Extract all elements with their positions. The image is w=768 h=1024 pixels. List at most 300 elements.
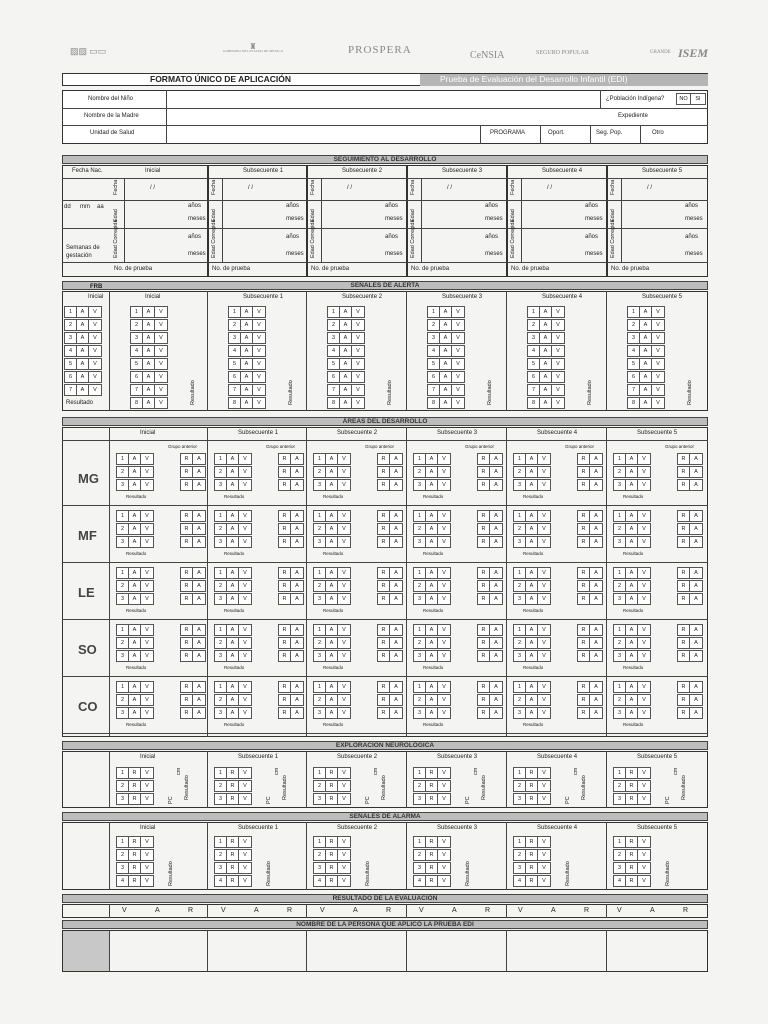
cell[interactable]: A	[143, 320, 155, 330]
cell[interactable]: 2	[229, 320, 241, 330]
cell[interactable]: R	[526, 794, 538, 804]
cell[interactable]: A	[340, 359, 352, 369]
area-row[interactable]	[413, 650, 451, 662]
cell[interactable]: V	[542, 839, 546, 845]
cell[interactable]: 2	[215, 781, 227, 791]
cell[interactable]: A	[626, 695, 638, 705]
cell[interactable]: V	[342, 513, 346, 519]
cell[interactable]: V	[542, 570, 546, 576]
cell[interactable]: V	[642, 878, 646, 884]
cell[interactable]: V	[145, 482, 149, 488]
cell[interactable]: A	[129, 695, 141, 705]
cell[interactable]: V	[456, 374, 460, 380]
alert-row[interactable]	[228, 319, 266, 331]
area-grupo-row[interactable]	[278, 510, 304, 522]
cell[interactable]: A	[640, 320, 652, 330]
cell[interactable]: 2	[614, 638, 626, 648]
cell[interactable]: R	[578, 682, 590, 692]
cell[interactable]: R	[526, 850, 538, 860]
cell[interactable]: A	[394, 539, 398, 545]
cell[interactable]: 1	[514, 568, 526, 578]
cell[interactable]: A	[340, 372, 352, 382]
cell[interactable]: R	[526, 837, 538, 847]
cell[interactable]: 1	[614, 768, 626, 778]
cell[interactable]: V	[342, 469, 346, 475]
cell[interactable]: 3	[215, 863, 227, 873]
area-grupo-row[interactable]	[180, 580, 206, 592]
cell[interactable]: R	[378, 511, 390, 521]
cell[interactable]: 7	[65, 385, 77, 395]
cell[interactable]: V	[642, 770, 646, 776]
cell[interactable]: V	[542, 878, 546, 884]
cell[interactable]: A	[326, 651, 338, 661]
cell[interactable]: A	[694, 583, 698, 589]
cell[interactable]: V	[642, 783, 646, 789]
cell[interactable]: 1	[514, 511, 526, 521]
cell[interactable]: 3	[428, 333, 440, 343]
cell[interactable]: A	[241, 320, 253, 330]
cell[interactable]: 3	[614, 594, 626, 604]
area-row[interactable]	[413, 567, 451, 579]
area-row[interactable]	[513, 536, 551, 548]
cell[interactable]: V	[342, 596, 346, 602]
cell[interactable]: V	[145, 770, 149, 776]
cell[interactable]: A	[326, 454, 338, 464]
cell[interactable]: V	[159, 400, 163, 406]
cell[interactable]: 2	[514, 638, 526, 648]
cell[interactable]: V	[145, 865, 149, 871]
cell[interactable]: A	[227, 537, 239, 547]
cell[interactable]: V	[356, 322, 360, 328]
area-row[interactable]	[214, 453, 252, 465]
area-row[interactable]	[313, 707, 351, 719]
area-row[interactable]	[116, 694, 154, 706]
cell[interactable]: A	[227, 638, 239, 648]
cell[interactable]: 3	[215, 708, 227, 718]
cell[interactable]: A	[129, 568, 141, 578]
cell[interactable]: 3	[215, 594, 227, 604]
cell[interactable]: A	[77, 307, 89, 317]
cell[interactable]: V	[342, 653, 346, 659]
cell[interactable]: R	[279, 708, 291, 718]
alert-row[interactable]	[627, 371, 665, 383]
cell[interactable]: R	[526, 876, 538, 886]
cell[interactable]: 3	[215, 794, 227, 804]
cell[interactable]: 1	[614, 682, 626, 692]
cell[interactable]: 3	[514, 794, 526, 804]
cell[interactable]: 2	[628, 320, 640, 330]
area-grupo-row[interactable]	[278, 580, 304, 592]
cell[interactable]: V	[556, 374, 560, 380]
cell[interactable]: 3	[314, 480, 326, 490]
alert-row[interactable]	[327, 384, 365, 396]
area-row[interactable]	[313, 510, 351, 522]
cell[interactable]: A	[394, 627, 398, 633]
cell[interactable]: 7	[428, 385, 440, 395]
cell[interactable]: R	[181, 708, 193, 718]
cell[interactable]: 3	[215, 537, 227, 547]
cell[interactable]: A	[394, 456, 398, 462]
cell[interactable]: A	[295, 570, 299, 576]
result-option[interactable]: A	[254, 907, 259, 914]
cell[interactable]: A	[594, 570, 598, 576]
cell[interactable]: R	[678, 625, 690, 635]
cell[interactable]: A	[494, 684, 498, 690]
cell[interactable]: A	[326, 537, 338, 547]
cell[interactable]: 8	[628, 398, 640, 408]
cell[interactable]: A	[241, 385, 253, 395]
area-grupo-row[interactable]	[377, 694, 403, 706]
frb-row[interactable]	[64, 319, 102, 331]
alert-row[interactable]	[427, 345, 465, 357]
area-row[interactable]	[116, 479, 154, 491]
cell[interactable]: R	[478, 511, 490, 521]
area-grupo-row[interactable]	[278, 650, 304, 662]
cell[interactable]: 6	[229, 372, 241, 382]
result-option[interactable]: V	[518, 907, 523, 914]
alert-row[interactable]	[527, 358, 565, 370]
cell[interactable]: 3	[614, 480, 626, 490]
cell[interactable]: V	[642, 627, 646, 633]
cell[interactable]: V	[342, 640, 346, 646]
cell[interactable]: A	[494, 697, 498, 703]
cell[interactable]: V	[342, 783, 346, 789]
cell[interactable]: A	[197, 539, 201, 545]
cell[interactable]: 2	[414, 524, 426, 534]
cell[interactable]: A	[494, 596, 498, 602]
cell[interactable]: R	[578, 638, 590, 648]
area-grupo-row[interactable]	[677, 523, 703, 535]
cell[interactable]: R	[129, 781, 141, 791]
cell[interactable]: R	[326, 837, 338, 847]
cell[interactable]: A	[426, 708, 438, 718]
cell[interactable]: A	[197, 583, 201, 589]
cell[interactable]: 3	[117, 537, 129, 547]
cell[interactable]: R	[678, 695, 690, 705]
cell[interactable]: 8	[528, 398, 540, 408]
result-option[interactable]: V	[221, 907, 226, 914]
area-row[interactable]	[613, 624, 651, 636]
area-grupo-row[interactable]	[377, 510, 403, 522]
cell[interactable]: 2	[215, 850, 227, 860]
cell[interactable]: A	[440, 385, 452, 395]
cell[interactable]: A	[694, 482, 698, 488]
area-grupo-row[interactable]	[278, 637, 304, 649]
cell[interactable]: R	[227, 781, 239, 791]
alert-row[interactable]	[427, 358, 465, 370]
result-option[interactable]: A	[650, 907, 655, 914]
area-row[interactable]	[313, 637, 351, 649]
alert-row[interactable]	[228, 332, 266, 344]
neuro-row[interactable]	[613, 793, 651, 805]
cell[interactable]: A	[594, 456, 598, 462]
area-row[interactable]	[214, 681, 252, 693]
cell[interactable]: R	[426, 837, 438, 847]
cell[interactable]: A	[540, 359, 552, 369]
cell[interactable]: V	[642, 596, 646, 602]
cell[interactable]: R	[478, 682, 490, 692]
cell[interactable]: A	[295, 526, 299, 532]
cell[interactable]: V	[342, 852, 346, 858]
area-row[interactable]	[613, 510, 651, 522]
cell[interactable]: A	[540, 385, 552, 395]
cell[interactable]: A	[526, 651, 538, 661]
area-row[interactable]	[613, 523, 651, 535]
cell[interactable]: A	[143, 346, 155, 356]
cell[interactable]: 3	[614, 651, 626, 661]
cell[interactable]: R	[678, 511, 690, 521]
cell[interactable]: R	[326, 794, 338, 804]
alert-row[interactable]	[228, 358, 266, 370]
cell[interactable]: 1	[314, 768, 326, 778]
area-grupo-row[interactable]	[377, 466, 403, 478]
cell[interactable]: 2	[514, 695, 526, 705]
alert-row[interactable]	[327, 332, 365, 344]
cell[interactable]: A	[494, 640, 498, 646]
cell[interactable]: 1	[414, 768, 426, 778]
cell[interactable]: A	[526, 682, 538, 692]
cell[interactable]: R	[279, 524, 291, 534]
area-grupo-row[interactable]	[577, 681, 603, 693]
cell[interactable]: V	[442, 469, 446, 475]
cell[interactable]: A	[197, 697, 201, 703]
cell[interactable]: A	[394, 640, 398, 646]
cell[interactable]: A	[143, 333, 155, 343]
area-grupo-row[interactable]	[180, 624, 206, 636]
cell[interactable]: A	[129, 467, 141, 477]
cell[interactable]: A	[394, 596, 398, 602]
area-grupo-row[interactable]	[577, 479, 603, 491]
cell[interactable]: V	[342, 770, 346, 776]
alert-row[interactable]	[627, 345, 665, 357]
cell[interactable]: 8	[328, 398, 340, 408]
cell[interactable]: A	[426, 581, 438, 591]
neuro-row[interactable]	[513, 780, 551, 792]
area-row[interactable]	[214, 637, 252, 649]
alarma-row[interactable]	[413, 849, 451, 861]
cell[interactable]: V	[442, 878, 446, 884]
area-row[interactable]	[513, 593, 551, 605]
area-grupo-row[interactable]	[677, 593, 703, 605]
cell[interactable]: A	[526, 638, 538, 648]
cell[interactable]: A	[594, 583, 598, 589]
area-grupo-row[interactable]	[577, 536, 603, 548]
cell[interactable]: R	[578, 480, 590, 490]
cell[interactable]: V	[257, 322, 261, 328]
cell[interactable]: A	[426, 454, 438, 464]
cell[interactable]: A	[394, 513, 398, 519]
cell[interactable]: A	[129, 480, 141, 490]
cell[interactable]: A	[640, 359, 652, 369]
cell[interactable]: 7	[628, 385, 640, 395]
cell[interactable]: A	[77, 333, 89, 343]
cell[interactable]: 2	[215, 467, 227, 477]
cell[interactable]: V	[243, 456, 247, 462]
cell[interactable]: V	[656, 348, 660, 354]
cell[interactable]: A	[526, 568, 538, 578]
cell[interactable]: A	[77, 359, 89, 369]
persona-field-4[interactable]	[507, 931, 605, 971]
cell[interactable]: V	[542, 796, 546, 802]
cell[interactable]: A	[227, 454, 239, 464]
cell[interactable]: 2	[414, 581, 426, 591]
area-row[interactable]	[214, 650, 252, 662]
cell[interactable]: A	[129, 524, 141, 534]
cell[interactable]: 3	[117, 480, 129, 490]
cell[interactable]: V	[656, 361, 660, 367]
cell[interactable]: 2	[215, 581, 227, 591]
cell[interactable]: A	[295, 513, 299, 519]
cell[interactable]: 1	[614, 837, 626, 847]
cell[interactable]: V	[145, 710, 149, 716]
cell[interactable]: V	[243, 583, 247, 589]
neuro-row[interactable]	[116, 780, 154, 792]
area-grupo-row[interactable]	[677, 650, 703, 662]
cell[interactable]: A	[626, 568, 638, 578]
cell[interactable]: A	[426, 682, 438, 692]
cell[interactable]: R	[678, 568, 690, 578]
area-row[interactable]	[313, 694, 351, 706]
alert-row[interactable]	[228, 345, 266, 357]
cell[interactable]: 7	[328, 385, 340, 395]
cell[interactable]: R	[279, 467, 291, 477]
cell[interactable]: A	[426, 695, 438, 705]
cell[interactable]: A	[227, 625, 239, 635]
cell[interactable]: 1	[628, 307, 640, 317]
area-grupo-row[interactable]	[180, 637, 206, 649]
alarma-row[interactable]	[613, 836, 651, 848]
cell[interactable]: R	[678, 651, 690, 661]
area-grupo-row[interactable]	[278, 523, 304, 535]
cell[interactable]: 1	[614, 568, 626, 578]
result-option[interactable]: A	[551, 907, 556, 914]
cell[interactable]: 2	[117, 781, 129, 791]
cell[interactable]: 3	[414, 708, 426, 718]
cell[interactable]: V	[542, 596, 546, 602]
cell[interactable]: 1	[117, 682, 129, 692]
area-grupo-row[interactable]	[477, 536, 503, 548]
cell[interactable]: V	[342, 796, 346, 802]
cell[interactable]: A	[526, 511, 538, 521]
cell[interactable]: A	[129, 594, 141, 604]
area-row[interactable]	[313, 624, 351, 636]
cell[interactable]: R	[181, 695, 193, 705]
area-grupo-row[interactable]	[477, 580, 503, 592]
cell[interactable]: R	[279, 454, 291, 464]
result-option[interactable]: R	[188, 907, 194, 914]
cell[interactable]: V	[243, 653, 247, 659]
cell[interactable]: R	[526, 768, 538, 778]
cell[interactable]: V	[642, 482, 646, 488]
cell[interactable]: 1	[414, 837, 426, 847]
alert-row[interactable]	[527, 332, 565, 344]
cell[interactable]: A	[241, 307, 253, 317]
cell[interactable]: V	[642, 710, 646, 716]
cell[interactable]: A	[440, 359, 452, 369]
alert-row[interactable]	[130, 306, 168, 318]
cell[interactable]: V	[556, 400, 560, 406]
cell[interactable]: A	[129, 651, 141, 661]
alarma-row[interactable]	[513, 862, 551, 874]
cell[interactable]: V	[542, 482, 546, 488]
cell[interactable]: R	[181, 480, 193, 490]
cell[interactable]: 8	[428, 398, 440, 408]
cell[interactable]: V	[145, 796, 149, 802]
cell[interactable]: R	[478, 594, 490, 604]
area-row[interactable]	[513, 479, 551, 491]
cell[interactable]: 1	[215, 625, 227, 635]
area-grupo-row[interactable]	[180, 536, 206, 548]
cell[interactable]: 6	[65, 372, 77, 382]
cell[interactable]: A	[77, 320, 89, 330]
area-row[interactable]	[116, 466, 154, 478]
area-row[interactable]	[313, 466, 351, 478]
area-grupo-row[interactable]	[577, 567, 603, 579]
cell[interactable]: 1	[314, 454, 326, 464]
result-option[interactable]: R	[683, 907, 689, 914]
cell[interactable]: V	[556, 361, 560, 367]
cell[interactable]: 1	[514, 454, 526, 464]
cell[interactable]: A	[426, 651, 438, 661]
area-row[interactable]	[413, 466, 451, 478]
cell[interactable]: V	[542, 783, 546, 789]
cell[interactable]: 3	[314, 537, 326, 547]
cell[interactable]: V	[642, 456, 646, 462]
alert-row[interactable]	[228, 397, 266, 409]
cell[interactable]: V	[159, 309, 163, 315]
area-grupo-row[interactable]	[278, 466, 304, 478]
cell[interactable]: A	[197, 710, 201, 716]
area-row[interactable]	[116, 580, 154, 592]
cell[interactable]: A	[626, 480, 638, 490]
alert-row[interactable]	[427, 306, 465, 318]
cell[interactable]: 1	[131, 307, 143, 317]
cell[interactable]: R	[626, 768, 638, 778]
cell[interactable]: 4	[528, 346, 540, 356]
cell[interactable]: A	[394, 684, 398, 690]
area-grupo-row[interactable]	[677, 580, 703, 592]
cell[interactable]: V	[642, 684, 646, 690]
cell[interactable]: V	[442, 653, 446, 659]
cell[interactable]: R	[478, 568, 490, 578]
cell[interactable]: V	[243, 539, 247, 545]
cell[interactable]: V	[442, 865, 446, 871]
cell[interactable]: R	[626, 794, 638, 804]
cell[interactable]: R	[578, 524, 590, 534]
cell[interactable]: V	[542, 684, 546, 690]
cell[interactable]: 1	[117, 568, 129, 578]
cell[interactable]: R	[378, 524, 390, 534]
cell[interactable]: V	[542, 770, 546, 776]
cell[interactable]: V	[257, 348, 261, 354]
area-row[interactable]	[313, 479, 351, 491]
cell[interactable]: V	[243, 865, 247, 871]
cell[interactable]: 2	[117, 638, 129, 648]
cell[interactable]: V	[542, 526, 546, 532]
cell[interactable]: 1	[514, 682, 526, 692]
alert-row[interactable]	[627, 384, 665, 396]
cell[interactable]: A	[197, 653, 201, 659]
cell[interactable]: R	[129, 863, 141, 873]
area-grupo-row[interactable]	[577, 466, 603, 478]
neuro-row[interactable]	[513, 767, 551, 779]
cell[interactable]: A	[440, 320, 452, 330]
cell[interactable]: A	[694, 627, 698, 633]
cell[interactable]: 3	[314, 794, 326, 804]
cell[interactable]: A	[340, 333, 352, 343]
cell[interactable]: V	[342, 627, 346, 633]
neuro-row[interactable]	[116, 793, 154, 805]
